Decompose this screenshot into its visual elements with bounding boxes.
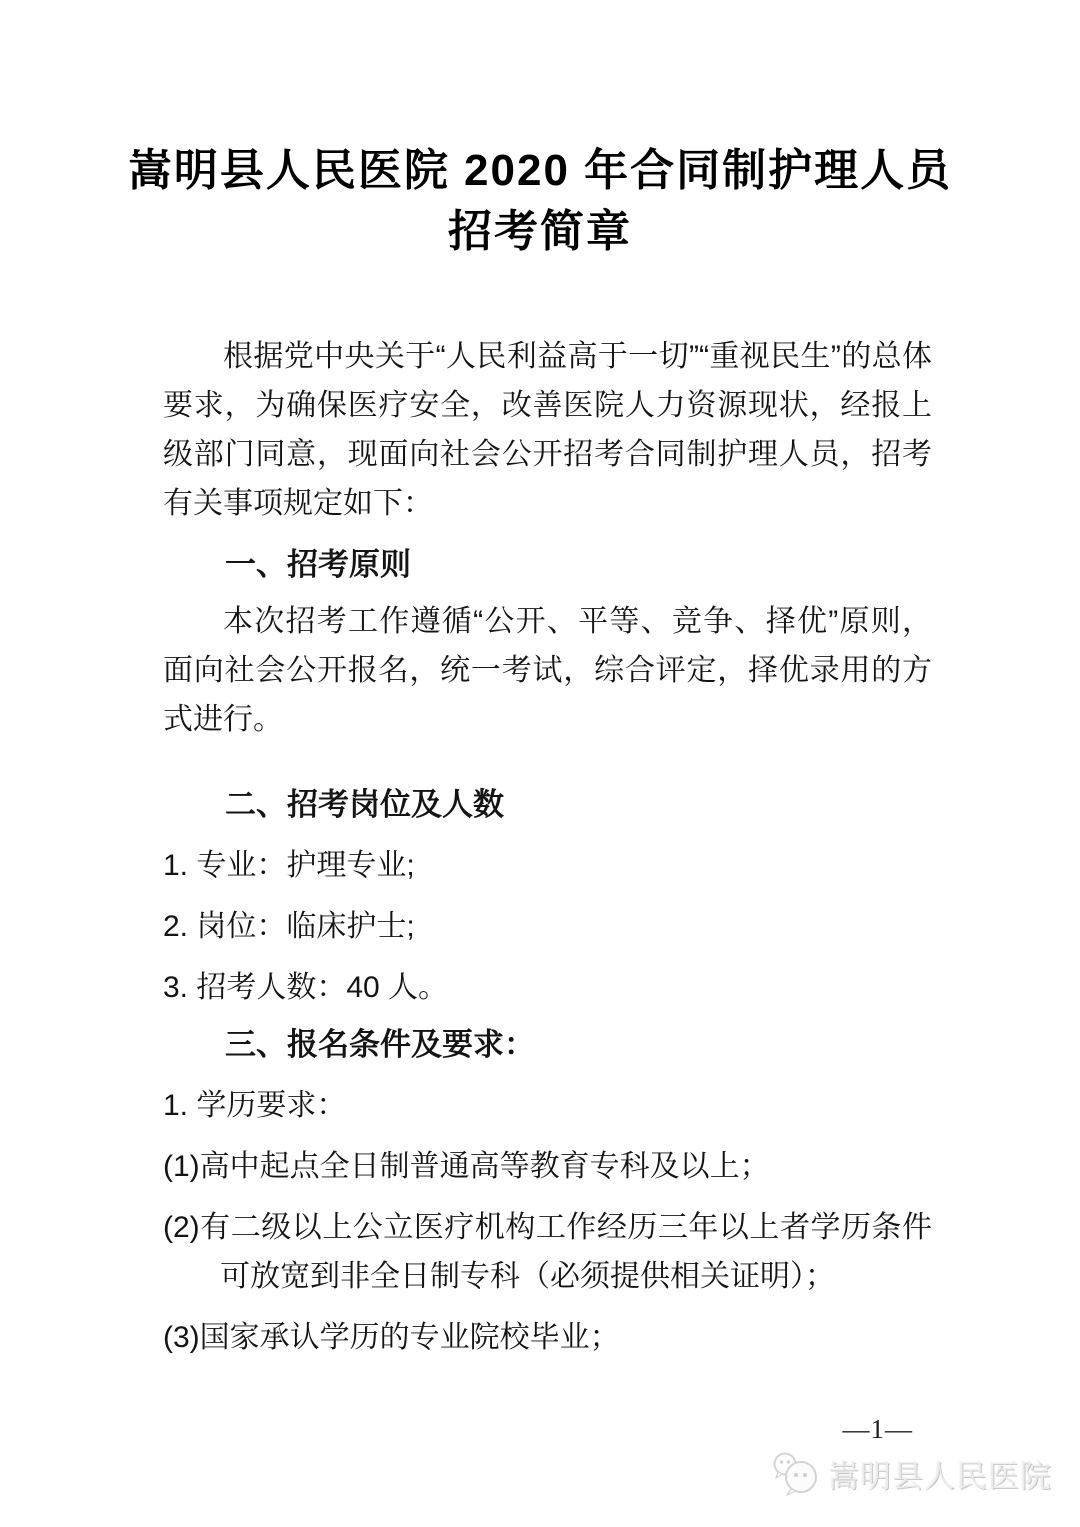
watermark-account-name: 嵩明县人民医院 — [828, 1458, 1052, 1494]
list-item: 1. 专业：护理专业; — [163, 849, 415, 882]
list-item: 1. 学历要求： — [163, 1089, 347, 1122]
document-title-line2: 招考简章 — [448, 207, 632, 256]
section2-heading: 二、招考岗位及人数 — [225, 787, 504, 822]
document-title — [0, 0, 1080, 262]
section3-heading: 三、报名条件及要求： — [225, 1027, 535, 1062]
wechat-watermark — [771, 1450, 1052, 1496]
document-title-line1: 嵩明县人民医院 2020 年合同制护理人员 — [127, 146, 953, 195]
intro-paragraph: 根据党中央关于“人民利益高于一切”“重视民生”的总体要求，为确保医疗安全，改善医院人力资源现状，经报上级部门同意，现面向社会公开招考合同制护理人员，招考有关事项规定如下： — [163, 340, 932, 520]
list-item: 2. 岗位：临床护士; — [163, 910, 415, 943]
section1-heading: 一、招考原则 — [225, 547, 411, 582]
list-item: (3)国家承认学历的专业院校毕业； — [163, 1321, 620, 1354]
page-number: —1— — [842, 1414, 913, 1444]
section1-paragraph: 本次招考工作遵循“公开、平等、竞争、择优”原则，面向社会公开报名，统一考试，综合评定，择优录用的方式进行。 — [163, 605, 932, 736]
list-item: 3. 招考人数：40 人。 — [163, 971, 449, 1004]
list-item: (1)高中起点全日制普通高等教育专科及以上； — [163, 1150, 770, 1183]
list-item: (2)有二级以上公立医疗机构工作经历三年以上者学历条件可放宽到非全日制专科（必须提供相关证明）； — [163, 1211, 932, 1293]
wechat-icon — [771, 1450, 821, 1496]
document-body — [163, 332, 932, 1362]
